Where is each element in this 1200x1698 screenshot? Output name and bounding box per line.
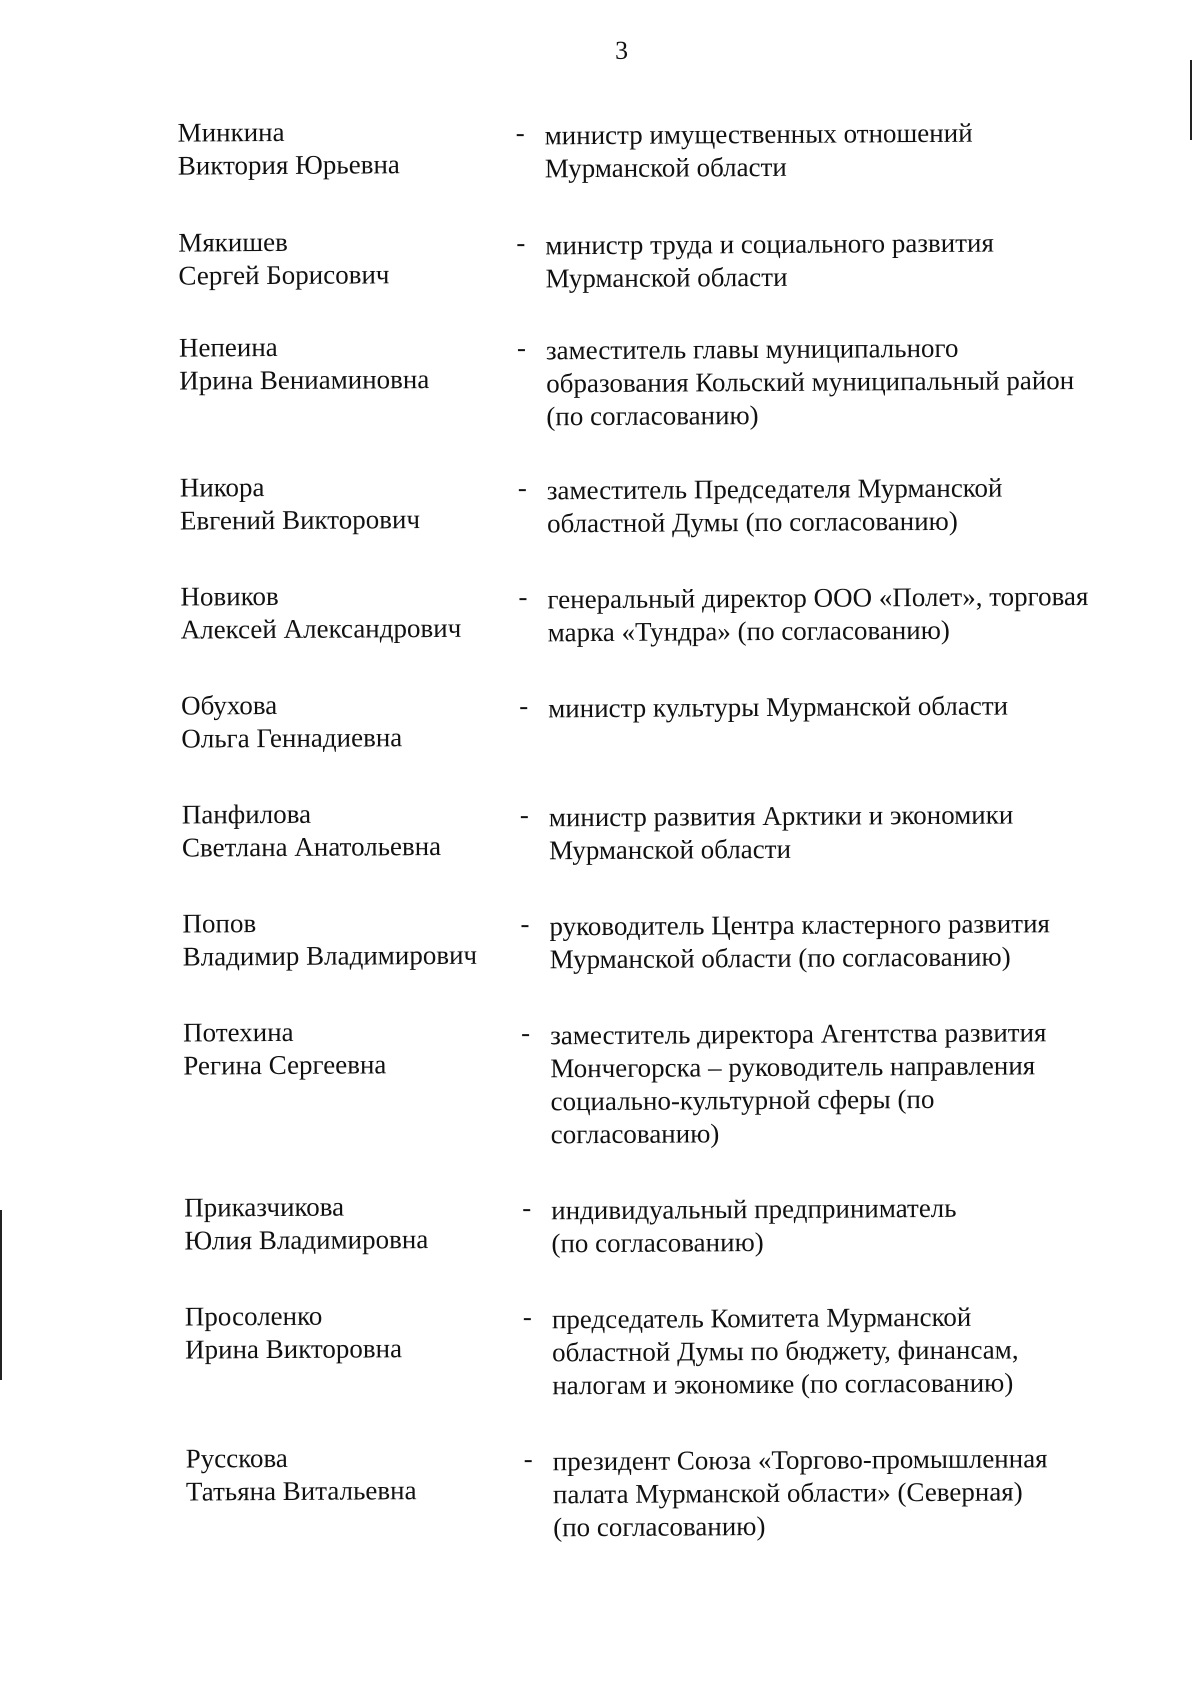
member-given-names: Алексей Александрович	[180, 612, 462, 645]
member-surname: Мякишев	[178, 226, 288, 258]
position-line: согласованию)	[550, 1118, 720, 1150]
entry-dash: -	[516, 332, 527, 363]
member-surname: Приказчикова	[184, 1191, 345, 1223]
member-given-names: Ольга Геннадиевна	[181, 722, 403, 754]
position-line: Мурманской области	[548, 833, 792, 866]
member-given-names: Светлана Анатольевна	[181, 830, 442, 863]
member-position	[547, 471, 1147, 541]
position-line: Мурманской области	[545, 261, 788, 294]
member-position	[547, 580, 1147, 650]
member-given-names: Сергей Борисович	[178, 259, 390, 291]
entry-dash: -	[522, 1301, 532, 1332]
member-entry	[0, 574, 1198, 648]
position-line: министр развития Арктики и экономики	[548, 799, 1014, 833]
member-position	[545, 226, 1145, 296]
scan-edge-line	[1190, 60, 1192, 140]
member-surname: Новиков	[180, 580, 279, 612]
entry-dash: -	[519, 690, 529, 721]
position-line: министр имущественных отношений	[544, 117, 973, 151]
member-name	[180, 578, 520, 646]
member-given-names: Виктория Юрьевна	[177, 149, 400, 181]
member-given-names: Владимир Владимирович	[182, 939, 478, 972]
entry-dash: -	[522, 1192, 532, 1223]
entry-dash: -	[518, 581, 528, 612]
member-entry	[1, 1010, 1200, 1150]
member-name	[180, 469, 520, 537]
member-surname: Панфилова	[181, 798, 312, 830]
member-name	[182, 905, 522, 973]
member-position	[550, 1016, 1151, 1152]
member-entry	[0, 901, 1200, 975]
position-line: социально-культурной сферы (по	[550, 1083, 935, 1117]
position-line: заместитель директора Агентства развития	[550, 1017, 1047, 1051]
entry-dash: -	[520, 908, 530, 939]
member-name	[179, 329, 519, 397]
member-entry	[2, 1185, 1200, 1259]
member-entry	[4, 1436, 1200, 1543]
member-entry	[0, 110, 1196, 184]
member-surname: Непеина	[178, 331, 278, 363]
entry-dash: -	[519, 799, 529, 830]
entry-dash: -	[523, 1443, 533, 1474]
member-given-names: Юлия Владимировна	[184, 1224, 429, 1256]
member-entry	[0, 465, 1198, 539]
position-line: Мурманской области (по согласованию)	[549, 941, 1011, 975]
position-line: палата Мурманской области» (Северная)	[552, 1476, 1023, 1510]
member-given-names: Татьяна Витальевна	[185, 1475, 417, 1507]
member-entry	[0, 325, 1197, 432]
member-name	[182, 796, 522, 864]
member-surname: Минкина	[177, 116, 285, 148]
member-position	[549, 798, 1149, 868]
member-entry	[0, 683, 1199, 754]
member-position	[552, 1300, 1153, 1403]
member-surname: Просоленко	[184, 1300, 323, 1332]
member-name	[185, 1298, 525, 1366]
position-line: руководитель Центра кластерного развития	[549, 908, 1051, 942]
scan-edge-line	[0, 1210, 2, 1380]
member-surname: Русскова	[185, 1442, 288, 1474]
member-name	[183, 1014, 523, 1082]
member-given-names: Регина Сергеевна	[183, 1049, 387, 1081]
member-surname: Потехина	[183, 1016, 294, 1048]
position-line: президент Союза «Торгово-промышленная	[552, 1443, 1048, 1477]
member-surname: Никора	[179, 472, 265, 503]
entry-dash: -	[515, 117, 525, 148]
position-line: генеральный директор ООО «Полет», торговая	[547, 581, 1089, 615]
position-line: областной Думы по бюджету, финансам,	[551, 1334, 1019, 1368]
member-position	[549, 907, 1149, 977]
member-entry	[0, 220, 1196, 294]
position-line: областной Думы (по согласованию)	[546, 505, 958, 539]
member-name	[181, 687, 521, 755]
position-line: (по согласованию)	[546, 400, 759, 432]
member-surname: Обухова	[181, 689, 278, 721]
member-name	[184, 1189, 524, 1257]
member-surname: Попов	[182, 908, 257, 939]
member-entry	[3, 1294, 1200, 1401]
member-given-names: Ирина Вениаминовна	[179, 364, 430, 396]
position-line: (по согласованию)	[551, 1227, 764, 1259]
entry-dash: -	[516, 227, 526, 258]
position-line: Мончегорска – руководитель направления	[550, 1050, 1036, 1084]
member-given-names: Ирина Викторовна	[184, 1333, 403, 1365]
position-line: заместитель Председателя Мурманской	[546, 472, 1003, 506]
position-line: председатель Комитета Мурманской	[551, 1301, 972, 1335]
position-line: марка «Тундра» (по согласованию)	[547, 614, 950, 648]
member-name	[178, 224, 518, 292]
member-given-names: Евгений Викторович	[179, 504, 421, 536]
member-position	[548, 689, 1148, 726]
member-position	[545, 116, 1145, 186]
member-name	[178, 114, 518, 182]
member-position	[551, 1191, 1151, 1261]
position-line: министр культуры Мурманской области	[548, 690, 1009, 724]
position-line: министр труда и социального развития	[545, 227, 994, 261]
position-line: заместитель главы муниципального	[545, 332, 959, 366]
member-position	[546, 331, 1147, 434]
entry-dash: -	[517, 472, 527, 503]
position-line: индивидуальный предприниматель	[551, 1192, 957, 1226]
member-name	[186, 1440, 526, 1508]
position-line: (по согласованию)	[553, 1511, 766, 1543]
position-line: Мурманской области	[544, 151, 787, 184]
position-line: образования Кольский муниципальный район	[546, 365, 1075, 399]
position-line: налогам и экономике (по согласованию)	[552, 1367, 1014, 1401]
page-number: 3	[615, 35, 629, 65]
member-entry	[0, 792, 1200, 866]
entry-dash: -	[521, 1017, 531, 1048]
member-position	[553, 1442, 1154, 1545]
